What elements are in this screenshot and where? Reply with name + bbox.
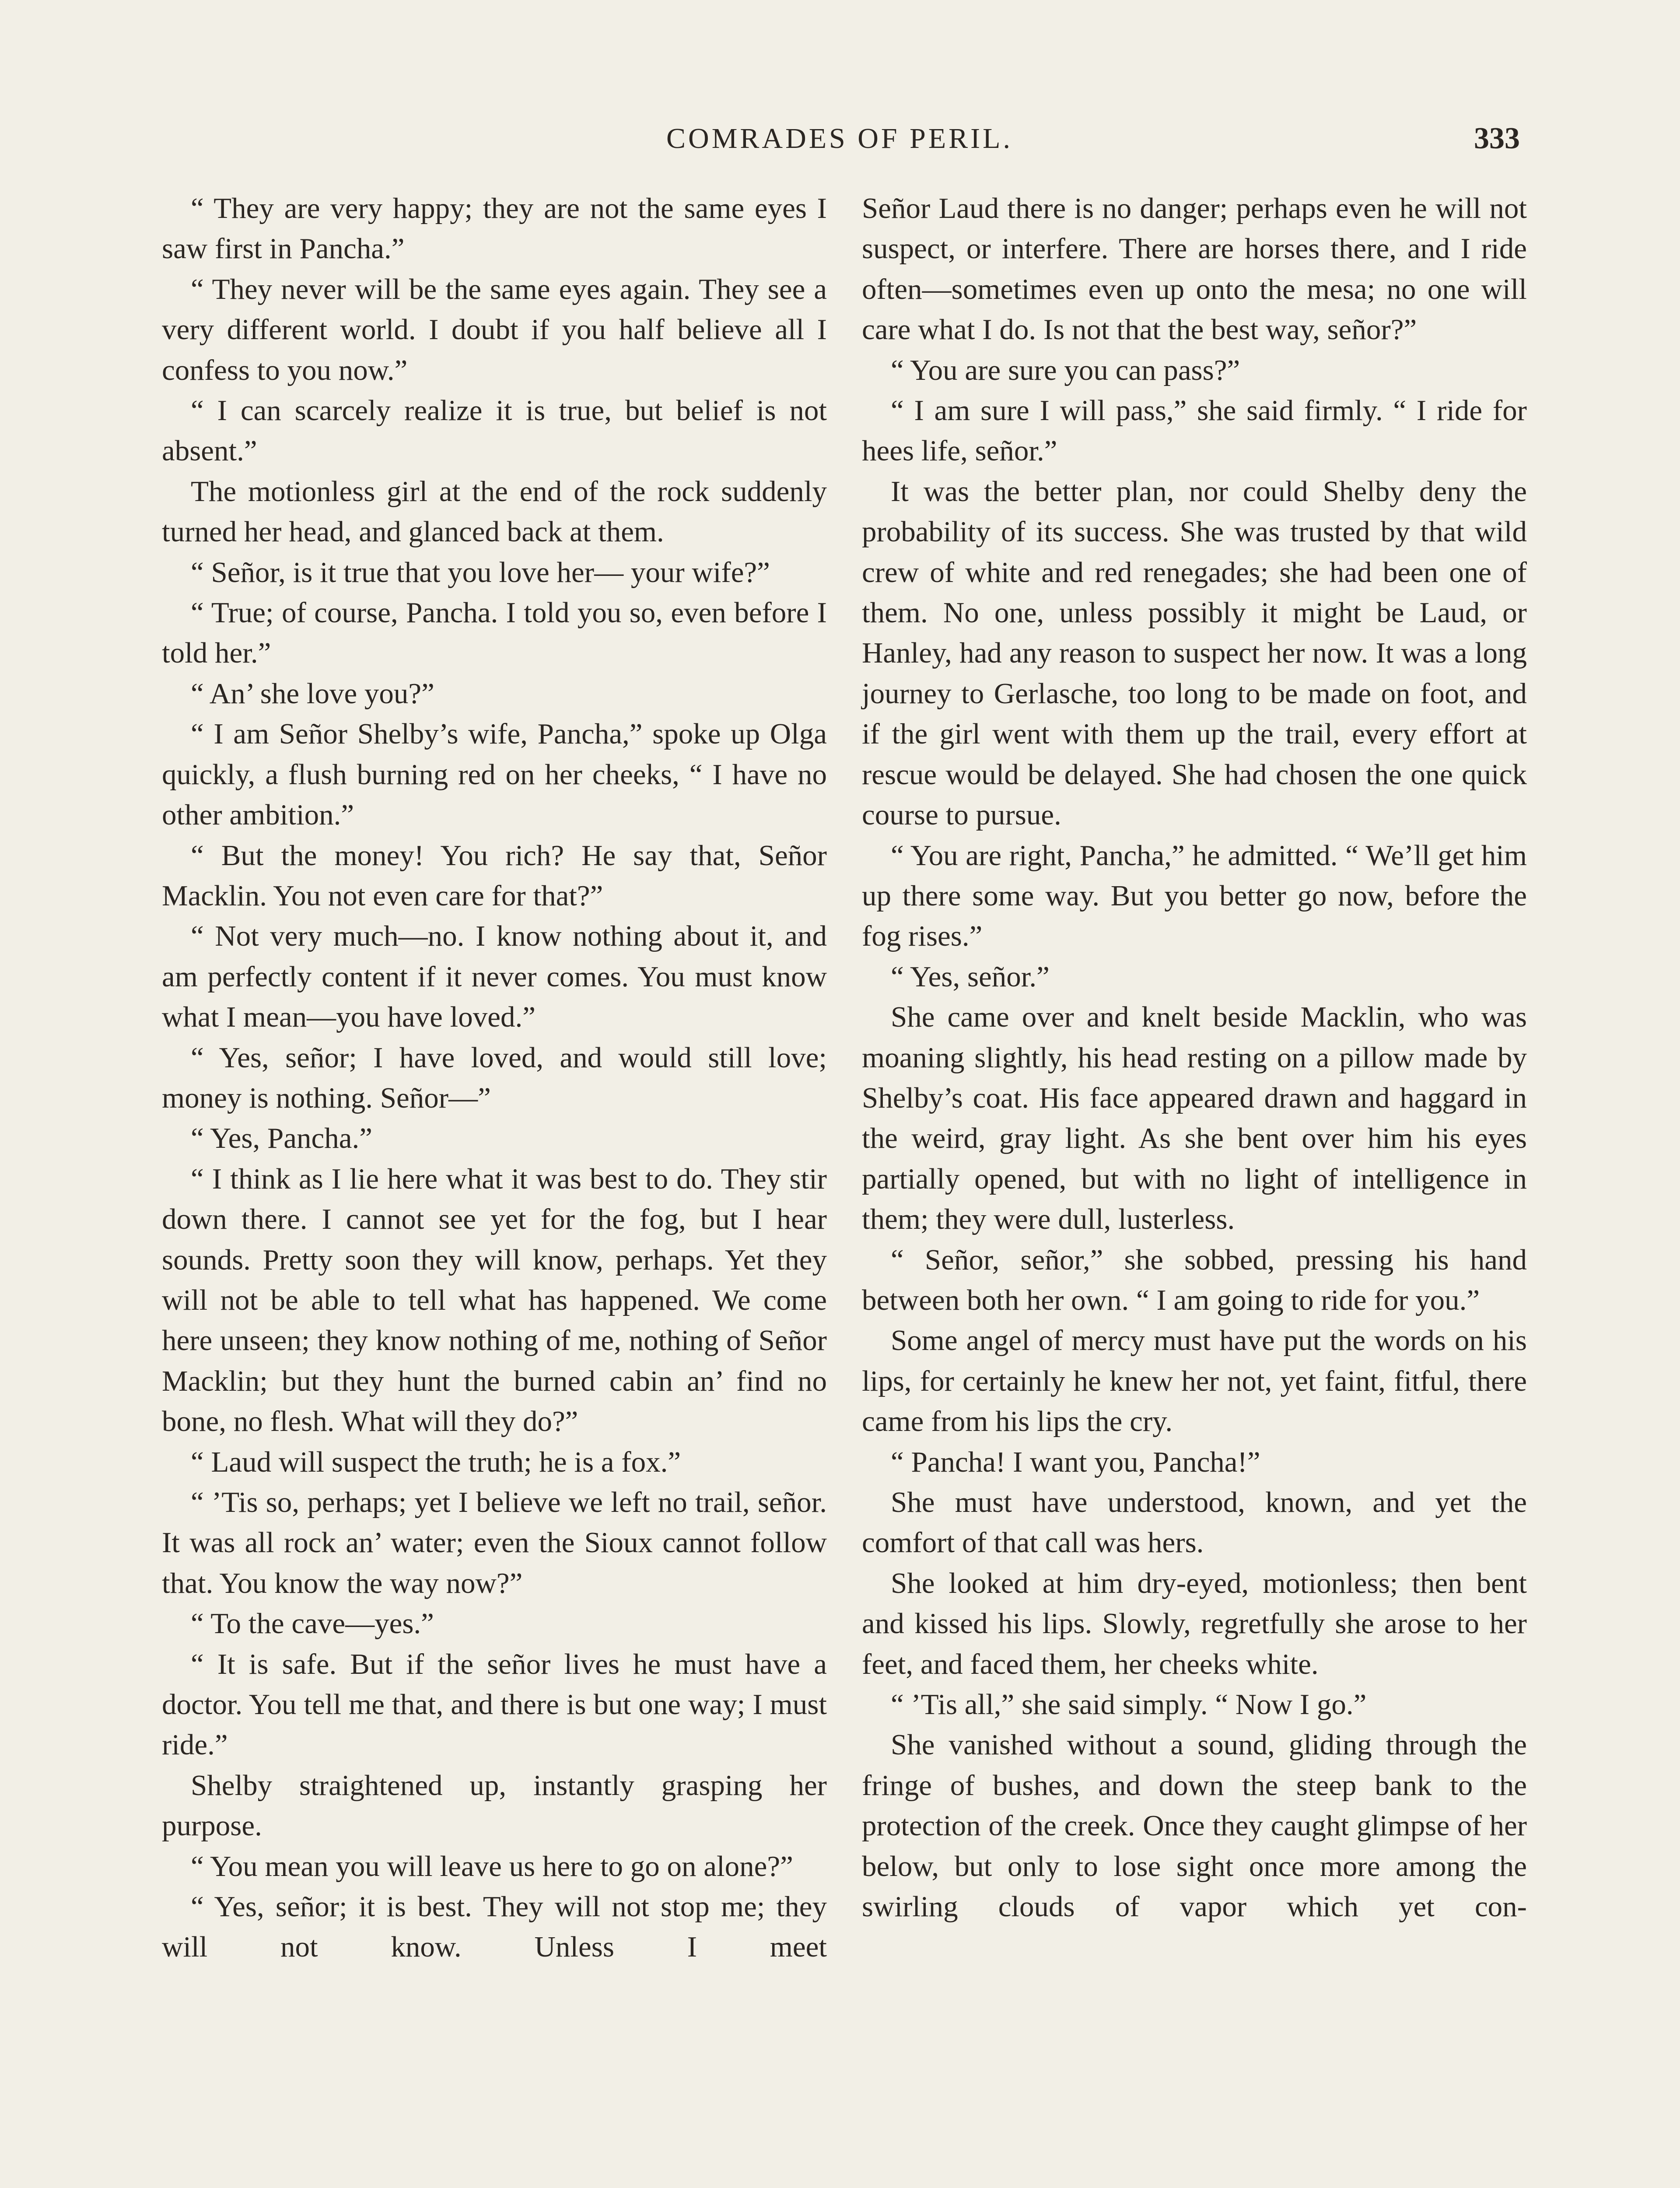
paragraph: “ They never will be the same eyes again. They see a very different world. I doubt if you half believe all I confess to you now.” <box>162 273 827 386</box>
paragraph: She must have understood, known, and yet the comfort of that call was hers. <box>862 1486 1527 1559</box>
left-column <box>162 188 827 1967</box>
paragraph: “ But the money! You rich? He say that, Señor Macklin. You not even care for that?” <box>162 839 827 912</box>
paragraph: “ You are sure you can pass?” <box>891 354 1240 386</box>
paragraph: “ An’ she love you?” <box>191 677 434 710</box>
page-header <box>159 115 1520 163</box>
paragraph: “ Señor, is it true that you love her— your wife?” <box>191 556 770 589</box>
page-number: 333 <box>1474 122 1520 155</box>
paragraph: “ They are very happy; they are not the same eyes I saw first in Pancha.” <box>162 192 827 265</box>
paragraph: “ ’Tis all,” she said simply. “ Now I go.” <box>891 1688 1367 1721</box>
paragraph: Señor Laud there is no danger; perhaps even he will not suspect, or interfere. There are horses there, and I ride often—sometimes even up onto the mesa; no one will care what I do. Is not that the best way, señor?” <box>862 192 1527 346</box>
paragraph: “ True; of course, Pancha. I told you so, even before I told her.” <box>162 596 827 670</box>
paragraph: “ Yes, Pancha.” <box>191 1122 372 1155</box>
paragraph: Some angel of mercy must have put the words on his lips, for certainly he knew her not, yet faint, fitful, there came from his lips the cry. <box>862 1324 1527 1438</box>
paragraph: “ Not very much—no. I know nothing about it, and am perfectly content if it never comes. You must know what I mean—you have loved.” <box>162 920 827 1034</box>
running-title: COMRADES OF PERIL. <box>666 123 1013 154</box>
paragraph: “ I am sure I will pass,” she said firmly. “ I ride for hees life, señor.” <box>862 394 1527 467</box>
paragraph: “ ’Tis so, perhaps; yet I believe we left no trail, señor. It was all rock an’ water; even the Sioux cannot follow that. You know the way now?” <box>162 1486 827 1599</box>
paragraph: It was the better plan, nor could Shelby deny the probability of its success. She was trusted by that wild crew of white and red renegades; she had been one of them. No one, unless possibly it might be Laud, or Hanley, had any reason to suspect her now. It was a long journey to Gerlasche, too long to be made on foot, and if the girl went with them up the trail, every effort at rescue would be delayed. She had chosen the one quick course to pursue. <box>862 475 1527 831</box>
paragraph: “ Yes, señor.” <box>891 960 1050 993</box>
paragraph: She looked at him dry-eyed, motionless; then bent and kissed his lips. Slowly, regretfully she arose to her feet, and faced them, her cheeks white. <box>862 1567 1527 1680</box>
paragraph: “ It is safe. But if the señor lives he must have a doctor. You tell me that, and there is but one way; I must ride.” <box>162 1648 827 1761</box>
paragraph: “ Señor, señor,” she sobbed, pressing his hand between both her own. “ I am going to ride for you.” <box>862 1243 1527 1316</box>
paragraph: She vanished without a sound, gliding through the fringe of bushes, and down the steep bank to the protection of the creek. Once they caught glimpse of her below, but only to lose sight once more among the swirling clouds of vapor which yet con- <box>862 1729 1527 1923</box>
paragraph: “ Yes, señor; I have loved, and would still love; money is nothing. Señor—” <box>162 1041 827 1114</box>
paragraph: “ You are right, Pancha,” he admitted. “ We’ll get him up there some way. But you better go now, before the fog rises.” <box>862 839 1527 953</box>
paragraph: She came over and knelt beside Macklin, who was moaning slightly, his head resting on a pillow made by Shelby’s coat. His face appeared drawn and haggard in the weird, gray light. As she bent over him his eyes partially opened, but with no light of intelligence in them; they were dull, lusterless. <box>862 1001 1527 1236</box>
paragraph: “ Pancha! I want you, Pancha!” <box>891 1445 1260 1478</box>
paragraph: “ I am Señor Shelby’s wife, Pancha,” spoke up Olga quickly, a flush burning red on her cheeks, “ I have no other ambition.” <box>162 718 827 831</box>
paragraph: “ To the cave—yes.” <box>191 1607 434 1640</box>
paragraph: “ Laud will suspect the truth; he is a fox.” <box>191 1445 681 1478</box>
right-column <box>862 188 1527 1927</box>
paragraph: “ Yes, señor; it is best. They will not stop me; they will not know. Unless I meet <box>162 1890 827 1964</box>
paragraph: Shelby straightened up, instantly grasping her purpose. <box>162 1769 827 1842</box>
paragraph: “ I think as I lie here what it was best to do. They stir down there. I cannot see yet for the fog, but I hear sounds. Pretty soon they will know, perhaps. Yet they will not be able to tell what has happened. We come here unseen; they know nothing of me, nothing of Señor Macklin; but they hunt the burned cabin an’ find no bone, no flesh. What will they do?” <box>162 1162 827 1438</box>
paragraph: “ I can scarcely realize it is true, but belief is not absent.” <box>162 394 827 467</box>
paragraph: The motionless girl at the end of the rock suddenly turned her head, and glanced back at them. <box>162 475 827 548</box>
paragraph: “ You mean you will leave us here to go on alone?” <box>191 1850 793 1883</box>
